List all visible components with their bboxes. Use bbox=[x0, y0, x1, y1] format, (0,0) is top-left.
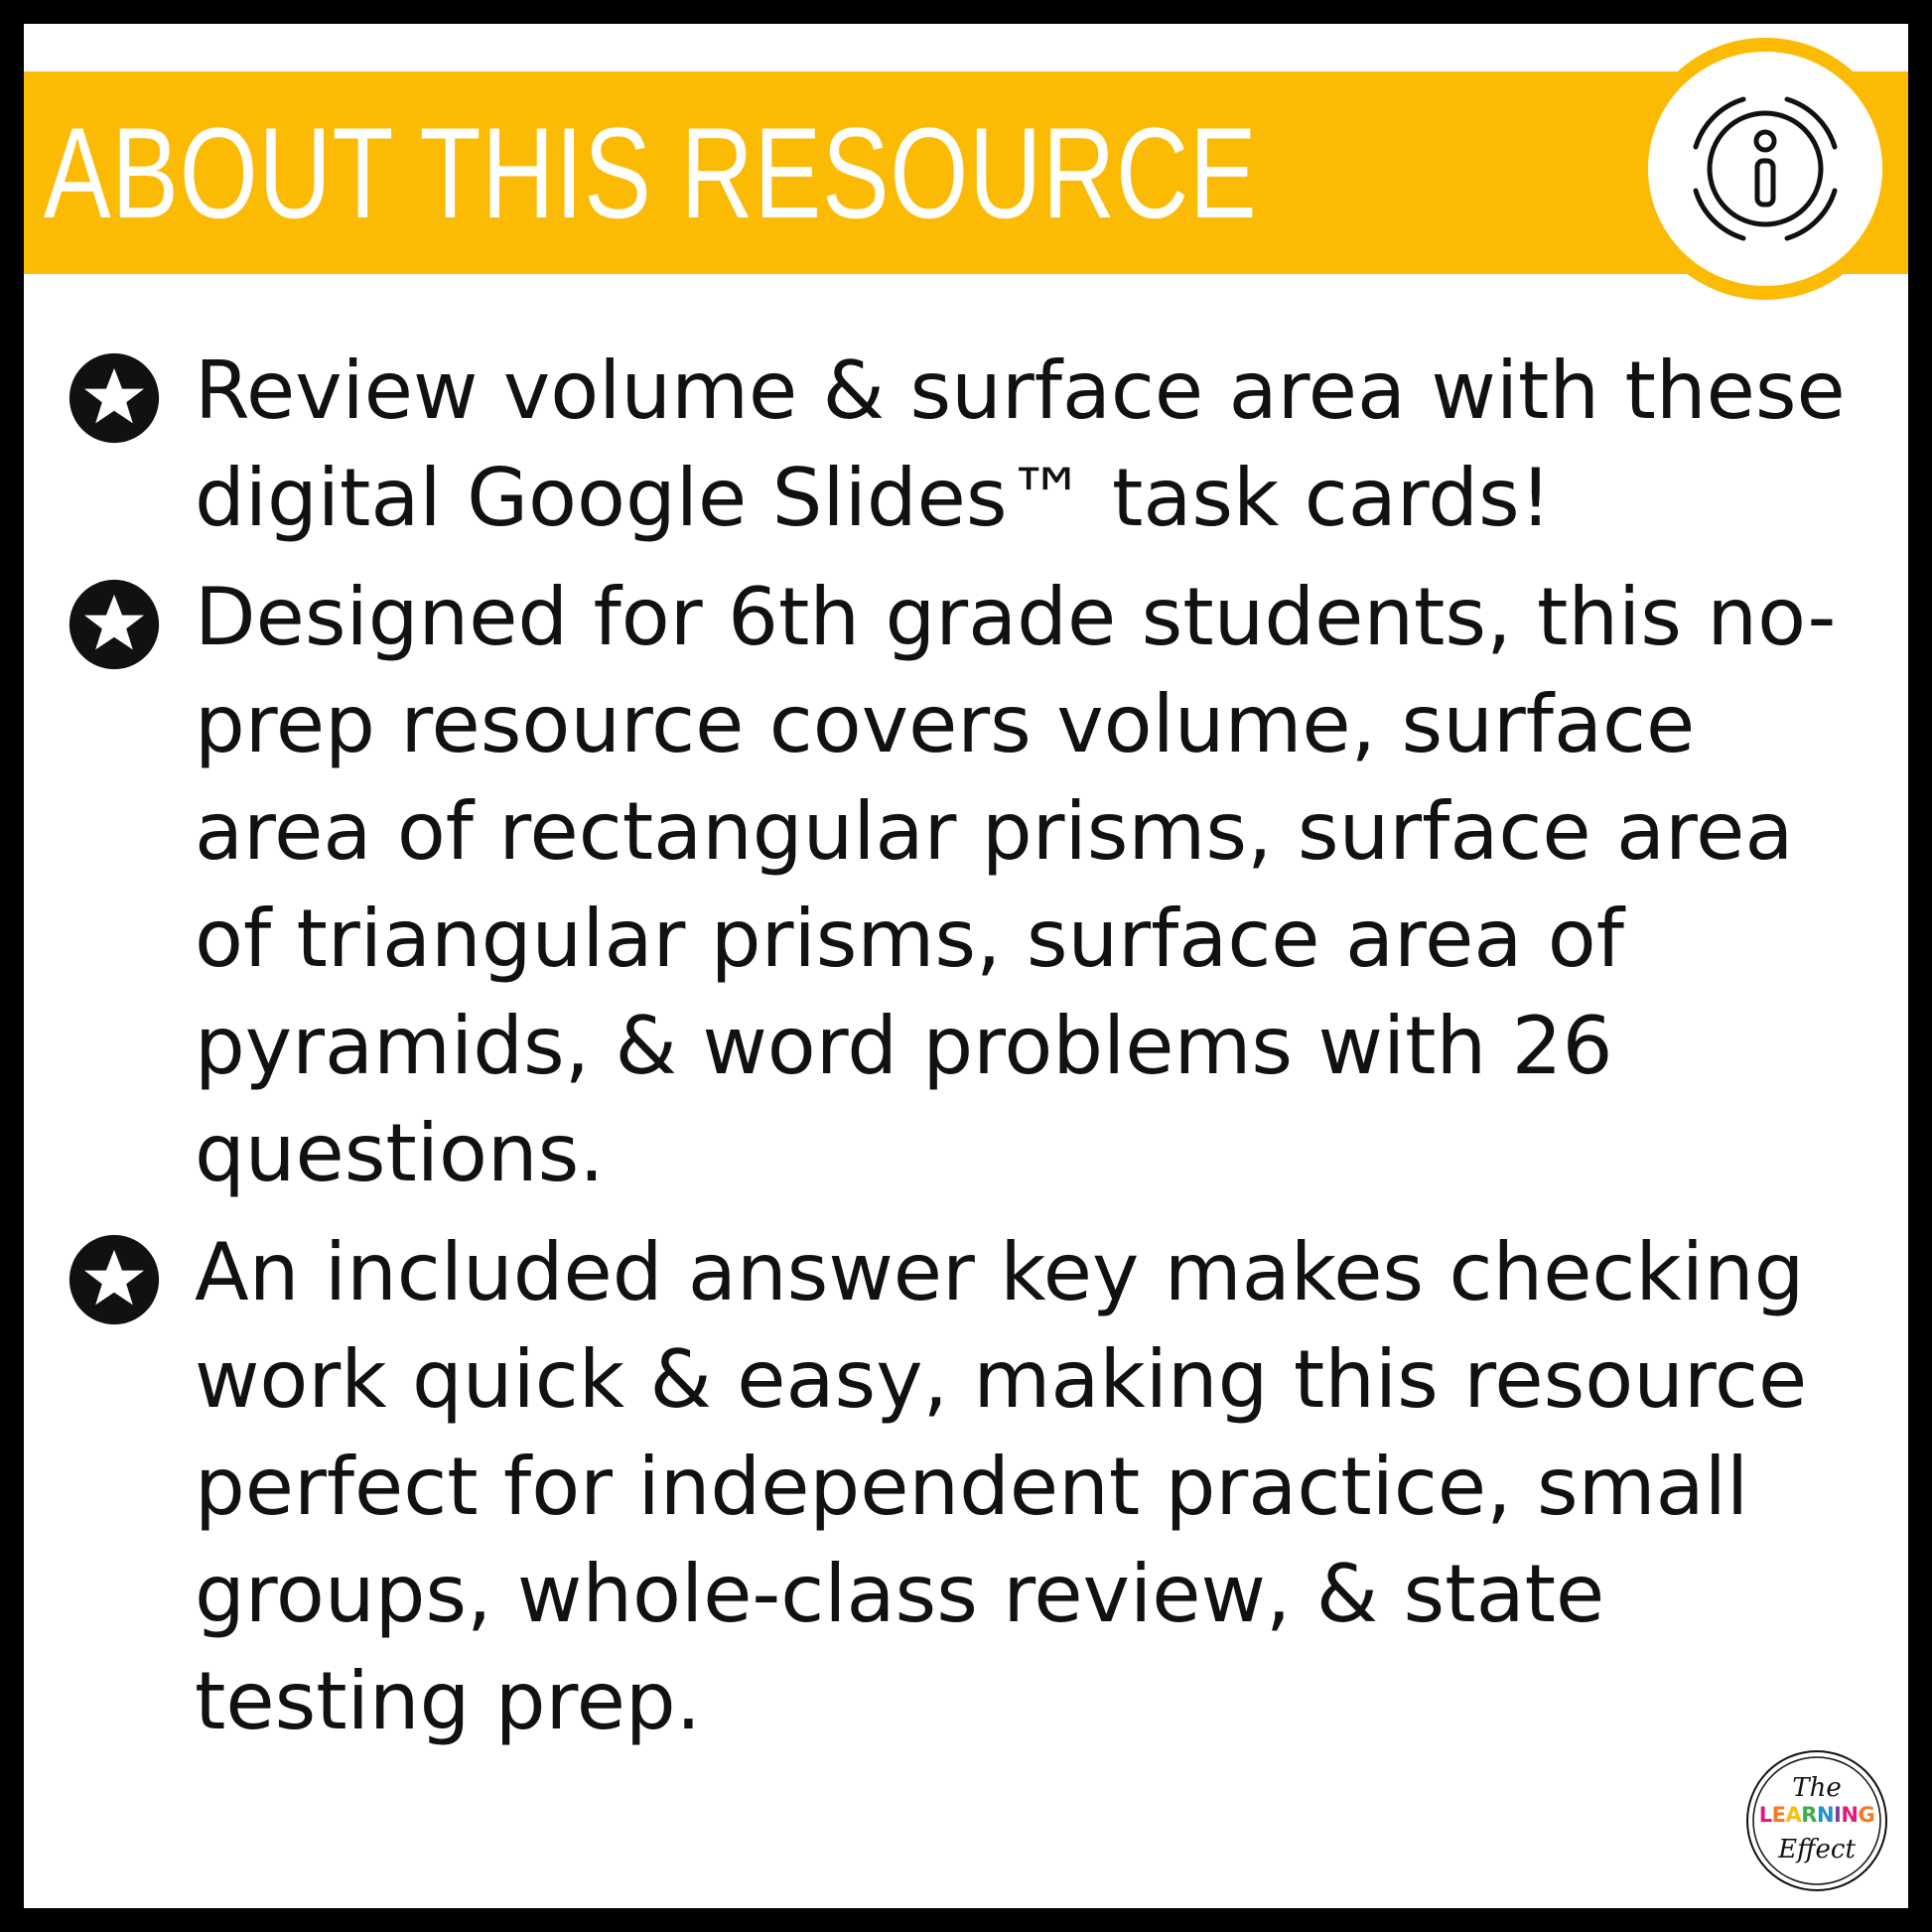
bullet-list bbox=[68, 338, 1894, 1767]
list-item bbox=[68, 1219, 1894, 1755]
list-item bbox=[68, 338, 1894, 552]
header-banner bbox=[24, 71, 1908, 274]
resource-card bbox=[24, 24, 1908, 1908]
bullet-text: Review volume & surface area with these digital Google Slides™ task cards! bbox=[195, 345, 1846, 544]
logo-letter: E bbox=[1771, 1803, 1786, 1827]
logo-letter: A bbox=[1785, 1803, 1802, 1827]
bullet-text: An included answer key makes checking work quick & easy, making this resource perfect for independent practice, small groups, whole-class review, & state testing prep. bbox=[195, 1226, 1808, 1747]
list-item bbox=[68, 564, 1894, 1207]
logo-text-the: The bbox=[1792, 1773, 1842, 1803]
logo-letter: G bbox=[1858, 1803, 1875, 1827]
bullet-text: Designed for 6th grade students, this no-prep resource covers volume, surface area of rectangular prisms, surface area of triangular prisms, surface area of pyramids, & word problems with 26 questions. bbox=[195, 571, 1837, 1199]
brand-logo bbox=[1745, 1749, 1888, 1892]
page-title: ABOUT THIS RESOURCE bbox=[44, 100, 1258, 245]
star-icon bbox=[68, 351, 161, 445]
logo-letter: N bbox=[1816, 1803, 1835, 1827]
star-icon bbox=[68, 578, 161, 671]
logo-text-effect: Effect bbox=[1778, 1835, 1856, 1864]
info-icon bbox=[1634, 38, 1896, 300]
logo-letter: R bbox=[1801, 1803, 1817, 1827]
logo-letter: L bbox=[1758, 1803, 1772, 1827]
star-icon bbox=[68, 1233, 161, 1326]
logo-text-learning bbox=[1745, 1803, 1888, 1827]
logo-letter: I bbox=[1834, 1803, 1842, 1827]
logo-letter: N bbox=[1841, 1803, 1859, 1827]
